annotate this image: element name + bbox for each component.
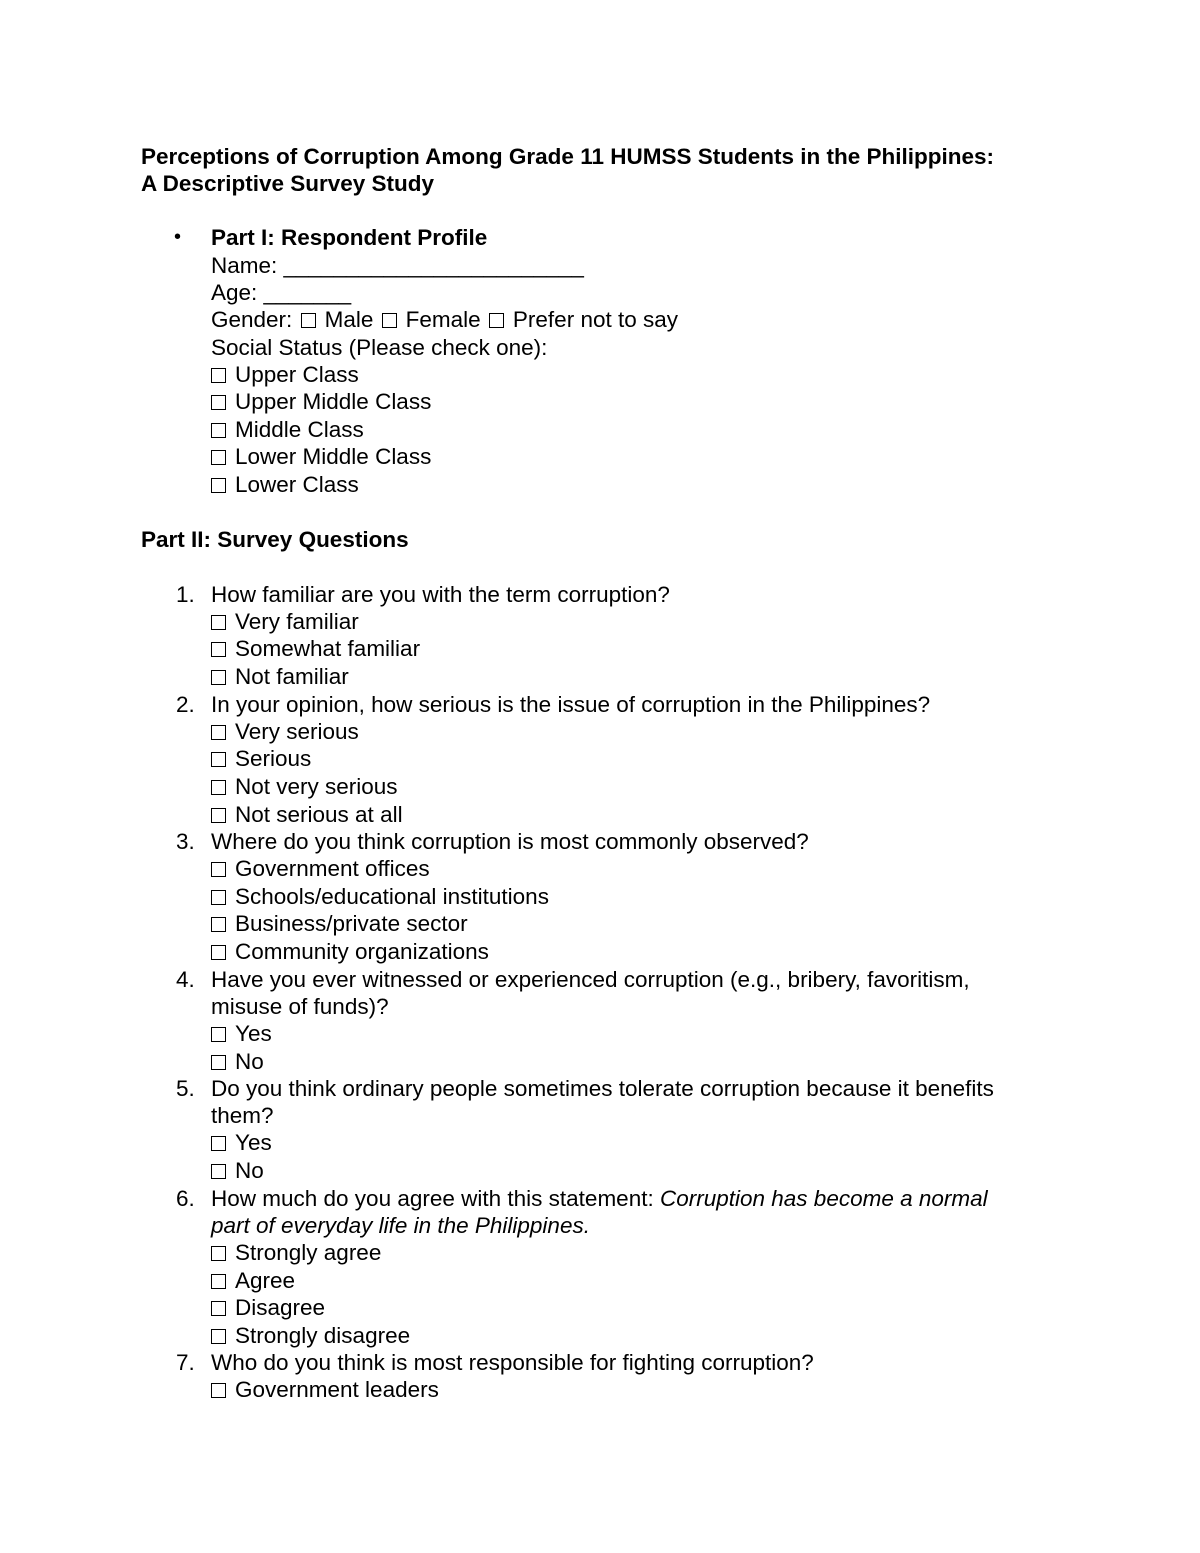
social-status-option: Lower Class (211, 471, 359, 498)
checkbox-icon[interactable] (211, 1301, 226, 1316)
checkbox-icon[interactable] (211, 890, 226, 905)
question-text-continued: misuse of funds)? (211, 994, 389, 1019)
answer-option: Somewhat familiar (211, 635, 420, 662)
age-field-label: Age: _______ (211, 280, 352, 305)
gender-label: Gender: (211, 307, 293, 332)
answer-option: Strongly disagree (211, 1322, 410, 1349)
answer-option: Disagree (211, 1294, 325, 1321)
checkbox-icon[interactable] (211, 1383, 226, 1398)
checkbox-icon[interactable] (211, 752, 226, 767)
question-number: 1. (176, 582, 195, 607)
answer-option: Not very serious (211, 773, 398, 800)
social-status-option: Upper Middle Class (211, 388, 431, 415)
question-text: Who do you think is most responsible for fighting corruption? (211, 1350, 814, 1375)
checkbox-icon[interactable] (211, 780, 226, 795)
answer-option: Strongly agree (211, 1239, 381, 1266)
question-text: How familiar are you with the term corruption? (211, 582, 670, 607)
checkbox-icon[interactable] (211, 1164, 226, 1179)
checkbox-icon[interactable] (211, 423, 226, 438)
checkbox-icon[interactable] (211, 1329, 226, 1344)
question-text: In your opinion, how serious is the issue of corruption in the Philippines? (211, 692, 931, 717)
gender-option-male: Male (324, 307, 374, 332)
checkbox-icon[interactable] (211, 945, 226, 960)
question-text-continued: them? (211, 1103, 274, 1128)
document-title-line-2: A Descriptive Survey Study (141, 171, 435, 196)
question-number: 6. (176, 1186, 195, 1211)
question-number: 4. (176, 967, 195, 992)
checkbox-icon[interactable] (301, 313, 316, 328)
checkbox-icon[interactable] (211, 368, 226, 383)
checkbox-icon[interactable] (211, 808, 226, 823)
question-number: 3. (176, 829, 195, 854)
checkbox-icon[interactable] (211, 725, 226, 740)
question-text-continued (211, 1212, 590, 1239)
document-title-line-1: Perceptions of Corruption Among Grade 11 HUMSS Students in the Philippines: (141, 144, 994, 169)
answer-option: Very familiar (211, 608, 359, 635)
answer-option: No (211, 1157, 264, 1184)
answer-option: Government offices (211, 855, 430, 882)
social-status-option: Upper Class (211, 361, 359, 388)
answer-option: Not familiar (211, 663, 349, 690)
answer-option: Very serious (211, 718, 359, 745)
checkbox-icon[interactable] (211, 450, 226, 465)
answer-option: No (211, 1048, 264, 1075)
checkbox-icon[interactable] (211, 478, 226, 493)
answer-option: Agree (211, 1267, 295, 1294)
checkbox-icon[interactable] (211, 1027, 226, 1042)
answer-option: Yes (211, 1129, 272, 1156)
part2-heading: Part II: Survey Questions (141, 527, 409, 552)
question-number: 2. (176, 692, 195, 717)
answer-option: Schools/educational institutions (211, 883, 549, 910)
statement-text: Corruption has become a normal (659, 1186, 988, 1211)
question-number: 5. (176, 1076, 195, 1101)
question-text: Where do you think corruption is most commonly observed? (211, 829, 809, 854)
gender-option-prefer-not: Prefer not to say (512, 307, 679, 332)
answer-option: Not serious at all (211, 801, 403, 828)
question-text: Have you ever witnessed or experienced corruption (e.g., bribery, favoritism, (211, 967, 970, 992)
checkbox-icon[interactable] (211, 917, 226, 932)
checkbox-icon[interactable] (382, 313, 397, 328)
part1-heading: Part I: Respondent Profile (211, 225, 488, 250)
social-status-option: Lower Middle Class (211, 443, 431, 470)
gender-option-female: Female (405, 307, 481, 332)
question-text: How much do you agree with this statement: Corruption has become a normal (211, 1186, 988, 1211)
checkbox-icon[interactable] (211, 395, 226, 410)
checkbox-icon[interactable] (211, 1274, 226, 1289)
statement-text: part of everyday life in the Philippines. (211, 1213, 590, 1238)
checkbox-icon[interactable] (211, 862, 226, 877)
checkbox-icon[interactable] (489, 313, 504, 328)
question-text: Do you think ordinary people sometimes tolerate corruption because it benefits (211, 1076, 994, 1101)
checkbox-icon[interactable] (211, 1136, 226, 1151)
checkbox-icon[interactable] (211, 1246, 226, 1261)
checkbox-icon[interactable] (211, 642, 226, 657)
checkbox-icon[interactable] (211, 1055, 226, 1070)
bullet-icon: • (174, 226, 182, 248)
answer-option: Serious (211, 745, 311, 772)
checkbox-icon[interactable] (211, 615, 226, 630)
gender-row (211, 306, 678, 333)
social-status-label: Social Status (Please check one): (211, 335, 548, 360)
answer-option: Yes (211, 1020, 272, 1047)
name-field-label: Name: ________________________ (211, 253, 584, 278)
question-number: 7. (176, 1350, 195, 1375)
checkbox-icon[interactable] (211, 670, 226, 685)
answer-option: Community organizations (211, 938, 489, 965)
answer-option: Government leaders (211, 1376, 439, 1403)
social-status-option: Middle Class (211, 416, 364, 443)
answer-option: Business/private sector (211, 910, 468, 937)
